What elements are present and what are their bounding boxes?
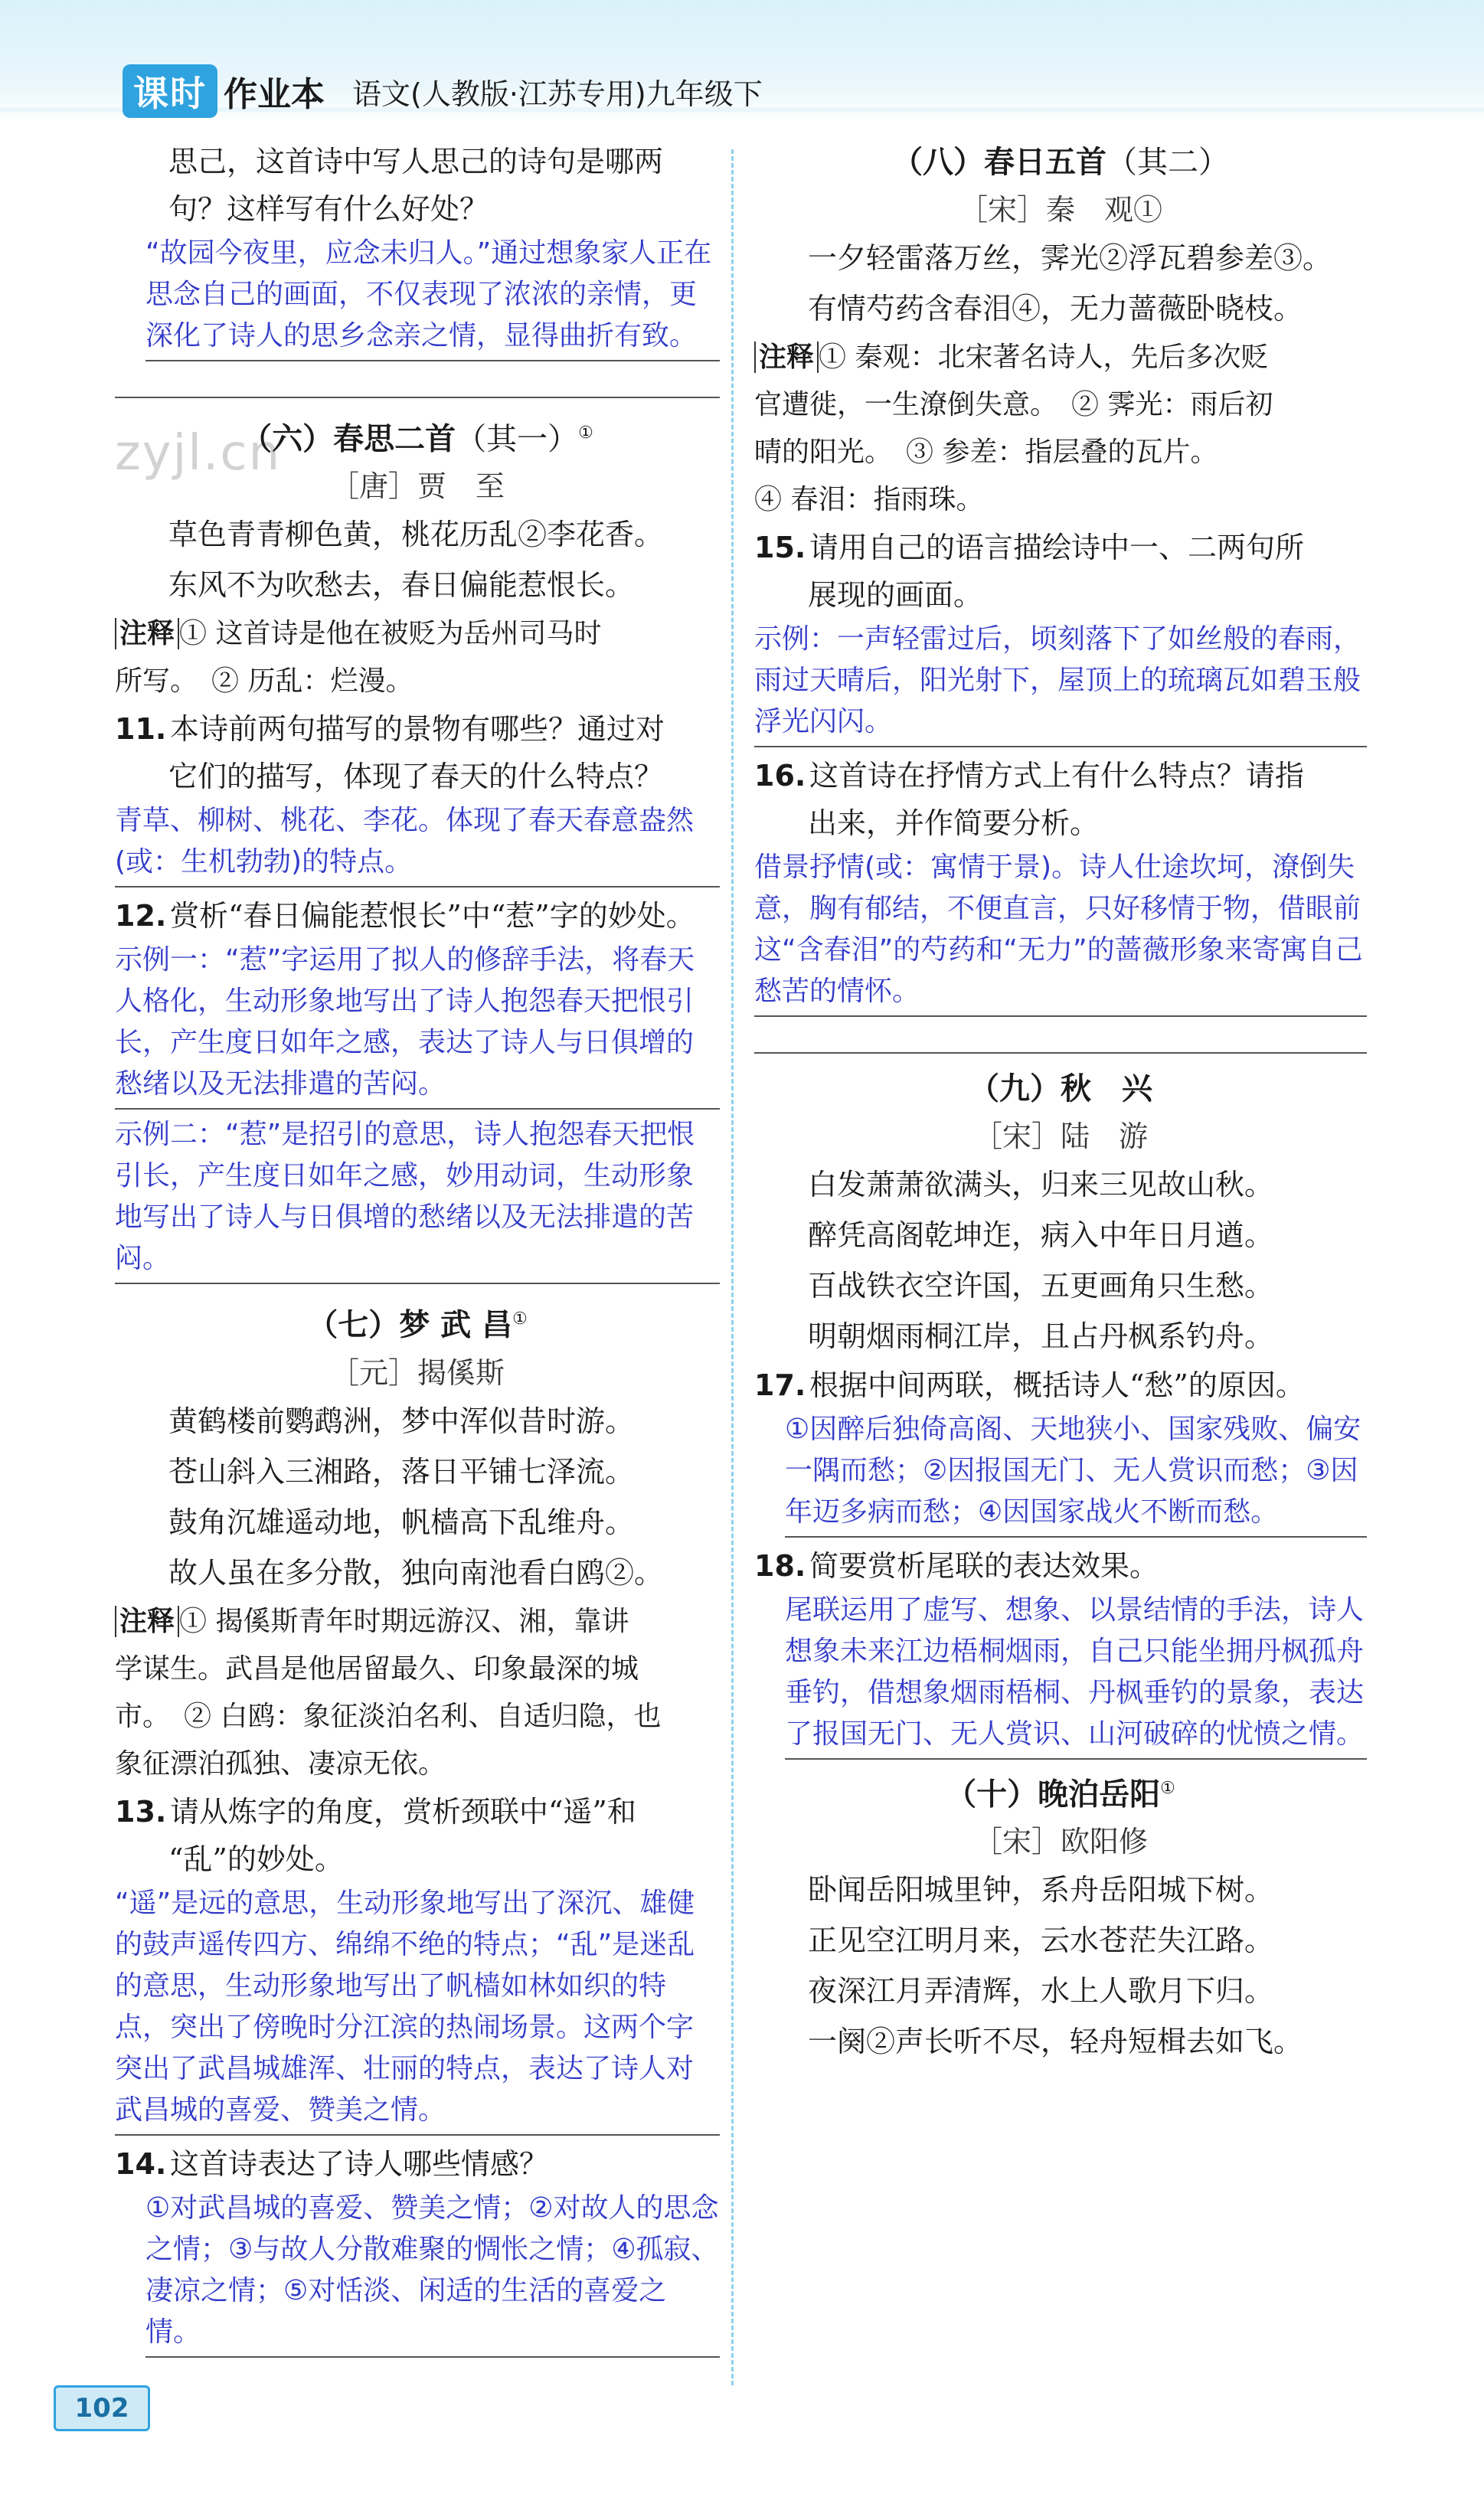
brand-badge: 课时 <box>123 64 217 118</box>
brand <box>123 67 763 115</box>
poem8-note: 晴的阳光。 ③ 参差：指层叠的瓦片。 <box>754 436 1218 468</box>
column-divider <box>731 149 734 2385</box>
question-15: 15. 请用自己的语言描绘诗中一、二两句所 <box>754 531 1305 564</box>
poem10-line: 卧闻岳阳城里钟，系舟岳阳城下树。 <box>808 1873 1274 1907</box>
poem6-line: 草色青青柳色黄，桃花历乱②李花香。 <box>168 518 664 552</box>
poem6-note: 注释 ① 这首诗是他在被贬为岳州司马时 <box>115 610 720 658</box>
poem9-title: （九）秋 兴 <box>969 1071 1152 1107</box>
poem7-note: 市。 ② 白鸥：象征淡泊名利、自适归隐，也 <box>115 1700 662 1732</box>
watermark: zyjl.cn <box>115 425 282 482</box>
left-column <box>115 138 720 2362</box>
poem7-note: 注释 ① 揭傒斯青年时期远游汉、湘，靠讲 <box>115 1598 720 1646</box>
answer-13: “遥”是远的意思，生动形象地写出了深沉、雄健的鼓声遥传四方、绵绵不绝的特点；“乱”是迷乱的意思，生动形象地写出了帆樯如林如织的特点，突出了傍晚时分江滨的热闹场景。这两个字突出了武昌城雄浑、壮丽的特点，表达了诗人对武昌城的喜爱、赞美之情。 <box>115 1883 720 2136</box>
poem7-line: 故人虽在多分散，独向南池看白鸥②。 <box>168 1555 664 1590</box>
poem7-note: 象征漂泊孤独、凄凉无依。 <box>115 1747 446 1780</box>
poem7-line: 鼓角沉雄遥动地，帆樯高下乱维舟。 <box>168 1505 635 1539</box>
poem7-title: （七）梦 武 昌① <box>307 1307 528 1343</box>
poem8-line: 一夕轻雷落万丝，霁光②浮瓦碧参差③。 <box>808 241 1332 275</box>
note-label: 注释 <box>754 342 819 373</box>
poem10-line: 夜深江月弄清辉，水上人歌月下归。 <box>808 1974 1274 2009</box>
poem7-line: 苍山斜入三湘路，落日平铺七泽流。 <box>168 1454 635 1489</box>
page-number: 102 <box>54 2385 150 2431</box>
answer-12-example2: 示例二：“惹”是招引的意思，诗人抱怨春天把恨引长，产生度日如年之感，妙用动词，生动形象地写出了诗人与日俱增的愁绪以及无法排遣的苦闷。 <box>115 1114 720 1284</box>
question-12: 12. 赏析“春日偏能惹恨长”中“惹”字的妙处。 <box>115 899 695 933</box>
poem6-author: ［唐］贾 至 <box>329 469 505 504</box>
poem9-author: ［宋］陆 游 <box>972 1120 1148 1153</box>
poem6-note: 所写。 ② 历乱：烂漫。 <box>115 665 413 698</box>
poem9-line: 白发萧萧欲满头，归来三见故山秋。 <box>808 1168 1274 1201</box>
question-11-line: 它们的描写，体现了春天的什么特点？ <box>168 760 664 794</box>
poem10-line: 正见空江明月来，云水苍茫失江路。 <box>808 1924 1274 1958</box>
question-16: 16. 这首诗在抒情方式上有什么特点？请指 <box>754 759 1305 793</box>
poem8-note: ④ 春泪：指雨珠。 <box>754 484 984 515</box>
poem9-line: 明朝烟雨桐江岸，且占丹枫系钓舟。 <box>808 1319 1274 1353</box>
poem7-line: 黄鹤楼前鹦鹉洲，梦中浑似昔时游。 <box>168 1404 635 1438</box>
answer-12-example1: 示例一：“惹”字运用了拟人的修辞手法，将春天人格化，生动形象地写出了诗人抱怨春天把恨引长，产生度日如年之感，表达了诗人与日俱增的愁绪以及无法排遣的苦闷。 <box>115 940 720 1110</box>
subject-label: 语文(人教版·江苏专用)九年级下 <box>352 77 763 111</box>
intro-answer: “故园今夜里，应念未归人。”通过想象家人正在思念自己的画面，不仅表现了浓浓的亲情，更深化了诗人的思乡念亲之情，显得曲折有致。 <box>145 233 720 361</box>
question-14: 14. 这首诗表达了诗人哪些情感？ <box>115 2146 549 2181</box>
poem9-line: 醉凭高阁乾坤迮，病入中年日月遒。 <box>808 1218 1274 1252</box>
answer-line <box>754 1022 1367 1054</box>
answer-15: 示例：一声轻雷过后，顷刻落下了如丝般的春雨，雨过天晴后，阳光射下，屋顶上的琉璃瓦如碧玉般浮光闪闪。 <box>754 619 1367 747</box>
question-13: 13. 请从炼字的角度，赏析颈联中“遥”和 <box>115 1794 636 1829</box>
poem7-author: ［元］揭傒斯 <box>329 1355 505 1390</box>
page-header <box>0 0 1484 123</box>
note-label: 注释 <box>115 618 179 649</box>
brand-name: 作业本 <box>224 75 325 114</box>
answer-14: ①对武昌城的喜爱、赞美之情；②对故人的思念之情；③与故人分散难聚的惆怅之情；④孤寂、凄凉之情；⑤对恬淡、闲适的生活的喜爱之情。 <box>145 2188 720 2358</box>
question-17: 17. 根据中间两联，概括诗人“愁”的原因。 <box>754 1368 1305 1402</box>
poem8-line: 有情芍药含春泪④，无力蔷薇卧晓枝。 <box>808 292 1303 325</box>
note-label: 注释 <box>115 1606 179 1637</box>
poem8-author: ［宋］秦 观① <box>958 193 1162 227</box>
intro-question-line: 句？这样写有什么好处？ <box>168 192 489 226</box>
poem6-title: （六）春思二首（其一）① <box>241 421 593 457</box>
poem10-line: 一阕②声长听不尽，轻舟短楫去如飞。 <box>808 2025 1303 2059</box>
poem8-note: 官遭徙，一生潦倒失意。 ② 霁光：雨后初 <box>754 389 1273 420</box>
poem10-title: （十）晚泊岳阳① <box>946 1777 1175 1813</box>
answer-line <box>115 366 720 398</box>
poem6-line: 东风不为吹愁去，春日偏能惹恨长。 <box>168 568 635 603</box>
intro-question-line: 思己，这首诗中写人思己的诗句是哪两 <box>168 145 664 178</box>
right-column <box>754 138 1367 2067</box>
answer-17: ①因醉后独倚高阁、天地狭小、国家残败、偏安一隅而愁；②因报国无门、无人赏识而愁；③因年迈多病而愁；④因国家战火不断而愁。 <box>785 1409 1367 1538</box>
question-18: 18. 简要赏析尾联的表达效果。 <box>754 1549 1159 1583</box>
poem7-note: 学谋生。武昌是他居留最久、印象最深的城 <box>115 1652 639 1685</box>
poem8-title: （八）春日五首（其二） <box>892 145 1229 180</box>
answer-11: 青草、柳树、桃花、李花。体现了春天春意盎然(或：生机勃勃)的特点。 <box>115 800 720 888</box>
question-11: 11. 本诗前两句描写的景物有哪些？通过对 <box>115 712 665 747</box>
poem10-author: ［宋］欧阳修 <box>972 1825 1148 1859</box>
question-16-line: 出来，并作简要分析。 <box>808 806 1100 840</box>
poem8-note: 注释 ① 秦观：北宋著名诗人，先后多次贬 <box>754 334 1367 381</box>
question-15-line: 展现的画面。 <box>808 578 983 612</box>
poem9-line: 百战铁衣空许国，五更画角只生愁。 <box>808 1269 1274 1303</box>
answer-18: 尾联运用了虚写、想象、以景结情的手法，诗人想象未来江边梧桐烟雨，自己只能坐拥丹枫孤舟垂钓，借想象烟雨梧桐、丹枫垂钓的景象，表达了报国无门、无人赏识、山河破碎的忧愤之情。 <box>785 1590 1367 1760</box>
question-13-line: “乱”的妙处。 <box>168 1842 344 1876</box>
answer-16: 借景抒情(或：寓情于景)。诗人仕途坎坷，潦倒失意，胸有郁结，不便直言，只好移情于物，借眼前这“含春泪”的芍药和“无力”的蔷薇形象来寄寓自己愁苦的情怀。 <box>754 847 1367 1017</box>
